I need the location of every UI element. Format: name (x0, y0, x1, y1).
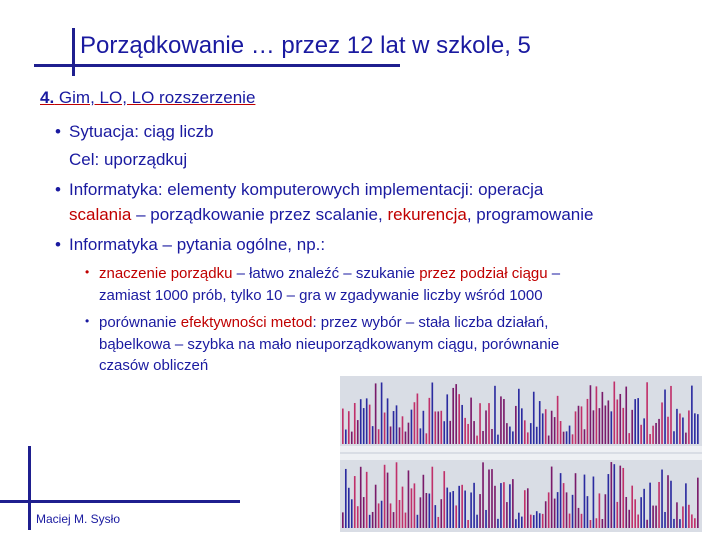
sort-bar (658, 419, 660, 444)
subbullet-efficiency-cont2: czasów obliczeń (99, 357, 209, 374)
sort-bar (384, 465, 386, 528)
sort-bar (691, 514, 693, 528)
sort-bar (423, 411, 425, 444)
sort-bar (354, 403, 356, 444)
sort-bar (527, 432, 529, 444)
sort-bar (605, 494, 607, 528)
bullet-informatics-elements-cont (69, 205, 593, 225)
highlight-efficiency: efektywności metod (180, 314, 313, 331)
sort-bar (432, 467, 434, 528)
sort-bar (694, 413, 696, 444)
bullet-informatics-questions (55, 235, 325, 255)
sort-bar (393, 512, 395, 528)
bullet-keyword: Sytuacja (69, 122, 135, 141)
sort-bar (372, 512, 374, 528)
sort-bar (521, 517, 523, 528)
sort-bar (414, 402, 416, 444)
sort-bar (342, 409, 344, 444)
bullet-situation (55, 122, 214, 142)
sort-bar (581, 406, 583, 444)
sort-bar (664, 390, 666, 444)
sort-bar (590, 385, 592, 444)
sort-bar (461, 485, 463, 528)
sort-bar (494, 386, 496, 444)
sort-bar (655, 423, 657, 444)
sort-bar (485, 510, 487, 528)
sort-bar (581, 514, 583, 528)
sort-bar (518, 513, 520, 528)
sort-bar (512, 431, 514, 444)
sort-bar (578, 508, 580, 528)
sort-bar (458, 486, 460, 528)
sort-bar (584, 475, 586, 528)
sort-bar (673, 519, 675, 528)
sort-bar (470, 398, 472, 444)
subtitle-number: 4. (40, 88, 55, 107)
bullet-text: : elementy komputerowych implementacji: operacja (157, 180, 544, 199)
bullet-text: Informatyka – pytania ogólne, np.: (69, 235, 326, 254)
sort-bar (646, 382, 648, 444)
highlight-divide: przez podział ciągu (419, 265, 548, 282)
sort-bar (342, 512, 344, 528)
sort-bar (500, 396, 502, 444)
sort-bar (649, 434, 651, 444)
sort-bar (524, 490, 526, 528)
sort-bar (661, 470, 663, 528)
sort-bar (643, 418, 645, 444)
subbullet-efficiency (85, 314, 548, 331)
bullet-keyword: Cel (69, 150, 95, 169)
sort-bar (596, 386, 598, 444)
sort-bar (390, 426, 392, 444)
sort-bar (402, 487, 404, 528)
subtitle-text: Gim, LO, LO rozszerzenie (54, 88, 256, 107)
sort-bar (628, 433, 630, 444)
sort-bar (569, 514, 571, 528)
sort-bar (560, 473, 562, 528)
sort-bar (420, 428, 422, 444)
sort-bar (432, 383, 434, 444)
sort-bar (536, 427, 538, 444)
sort-bar (575, 473, 577, 528)
sort-bar (640, 497, 642, 528)
bullet-informatics-elements (55, 180, 543, 200)
sort-bar (616, 399, 618, 444)
sort-bar (429, 398, 431, 444)
sort-bar (628, 510, 630, 528)
sort-bar (545, 501, 547, 528)
sort-bar (369, 515, 371, 528)
sort-bar (363, 408, 365, 444)
sort-bar (437, 411, 439, 444)
sort-bar (503, 399, 505, 444)
footer-vertical-line (28, 446, 31, 530)
bullet-keyword: Informatyka (69, 180, 158, 199)
sort-bar (488, 470, 490, 529)
panel-separator (340, 454, 702, 460)
sort-bar (408, 423, 410, 444)
sort-bar (506, 502, 508, 528)
sort-bar (467, 520, 469, 528)
sort-bar (551, 467, 553, 528)
sort-bar (405, 432, 407, 444)
highlight-order-meaning: znaczenie porządku (99, 265, 233, 282)
sort-bar (542, 514, 544, 528)
sort-bar (536, 511, 538, 528)
sort-bar (611, 462, 613, 528)
sort-bar (482, 462, 484, 528)
sort-bar (655, 506, 657, 528)
sort-bar (360, 399, 362, 444)
sort-bar (384, 413, 386, 444)
author-footer: Maciej M. Sysło (36, 512, 121, 526)
sort-bar (393, 411, 395, 444)
sort-bar (608, 474, 610, 528)
sort-bar (685, 483, 687, 528)
sort-bar (509, 427, 511, 444)
sort-bar (545, 409, 547, 444)
sort-bar (649, 483, 651, 528)
sort-bar (497, 519, 499, 528)
sort-bar (622, 408, 624, 444)
sort-bar (563, 483, 565, 528)
sort-bar (485, 410, 487, 444)
sort-bar (476, 515, 478, 528)
sort-bar (593, 477, 595, 528)
sort-bar (452, 491, 454, 528)
highlight-merging: scalania (69, 205, 132, 224)
sort-bar (512, 479, 514, 528)
sort-bar (464, 418, 466, 444)
sort-bar (387, 398, 389, 444)
sort-bar (533, 515, 535, 528)
sort-bar (351, 499, 353, 528)
subbullet-efficiency-cont: bąbelkowa – szybka na mało nieuporządkowanym ciągu, porównanie (99, 336, 560, 353)
sort-bar (551, 411, 553, 444)
subbullet-order-meaning (85, 265, 560, 282)
sort-bar (434, 411, 436, 444)
sort-bar (390, 503, 392, 528)
sort-bar (378, 429, 380, 444)
sort-bar (611, 411, 613, 444)
sort-bar (587, 399, 589, 444)
sort-bar (631, 410, 633, 444)
sort-bar (637, 398, 639, 444)
sort-bar (348, 488, 350, 528)
title-vertical-line (72, 28, 75, 76)
footer-horizontal-line (0, 500, 240, 503)
sort-bar (411, 488, 413, 528)
sort-bar (500, 483, 502, 528)
sort-bar (596, 518, 598, 528)
sort-bar (479, 494, 481, 528)
sort-bar (405, 513, 407, 528)
sort-bar (509, 484, 511, 528)
sort-bar (479, 403, 481, 444)
sort-bar (602, 519, 604, 528)
sort-bar (605, 405, 607, 444)
sort-bar (679, 519, 681, 528)
sort-bar (488, 403, 490, 444)
sort-bar (697, 478, 699, 528)
sort-bar (443, 471, 445, 528)
sort-bar (560, 421, 562, 444)
sort-bar (417, 515, 419, 528)
sort-bar (676, 502, 678, 528)
sort-bar (613, 464, 615, 528)
sorting-bars-svg (340, 376, 702, 532)
bullet-dot: • (55, 235, 61, 254)
sort-bar (408, 470, 410, 528)
sort-bar (360, 467, 362, 528)
sort-bar (602, 392, 604, 444)
sort-bar (366, 472, 368, 528)
sort-bar (440, 499, 442, 528)
sort-bar (357, 506, 359, 528)
sort-bar (381, 382, 383, 444)
sort-bar (670, 481, 672, 528)
sort-bar (381, 501, 383, 528)
sort-bar (539, 401, 541, 444)
sort-bar (673, 431, 675, 444)
sort-bar (470, 492, 472, 528)
sort-bar (491, 429, 493, 444)
sort-bar (446, 394, 448, 444)
sort-bar (503, 482, 505, 528)
sort-bar (345, 430, 347, 444)
sort-bar (455, 384, 457, 444)
sort-bar (652, 506, 654, 528)
sort-bar (688, 410, 690, 444)
sort-bar (664, 512, 666, 528)
sort-bar (670, 386, 672, 444)
sort-bar (682, 417, 684, 444)
sort-bar (449, 492, 451, 528)
sort-bar (554, 417, 556, 444)
sort-bar (414, 483, 416, 528)
sort-bar (593, 410, 595, 444)
sort-bar (440, 411, 442, 444)
sort-bar (396, 462, 398, 528)
sort-bar (473, 483, 475, 528)
sort-bar (694, 518, 696, 528)
sort-bar (688, 505, 690, 528)
sort-bar (402, 416, 404, 444)
sort-bar (348, 411, 350, 444)
sort-bar (369, 405, 371, 444)
sort-bar (643, 489, 645, 528)
sort-bar (411, 410, 413, 444)
bullet-goal (69, 150, 187, 170)
sort-bar (578, 406, 580, 444)
sort-bar (375, 485, 377, 528)
sort-bar (622, 468, 624, 528)
sort-bar (563, 432, 565, 444)
sort-bar (557, 492, 559, 528)
sort-bar (566, 492, 568, 528)
sort-bar (515, 519, 517, 528)
sort-bar (387, 473, 389, 528)
sort-bar (530, 423, 532, 444)
sort-bar (515, 406, 517, 444)
panel-separator (340, 446, 702, 452)
sort-bar (399, 427, 401, 444)
sort-bar (366, 398, 368, 444)
sort-bar (363, 497, 365, 528)
sort-bar (429, 494, 431, 528)
sort-bar (634, 499, 636, 528)
bullet-dot: • (55, 122, 61, 141)
sort-bar (426, 493, 428, 528)
sort-bar (557, 396, 559, 444)
sort-bar (625, 387, 627, 444)
sort-bar (608, 400, 610, 444)
sort-bar (575, 411, 577, 444)
sort-bar (530, 515, 532, 528)
bullet-text: – porządkowanie przez scalanie, (131, 205, 388, 224)
sort-bar (420, 497, 422, 528)
bullet-dot: • (85, 314, 90, 328)
sort-bar (375, 383, 377, 444)
bullet-text: – łatwo znaleźć – szukanie (232, 265, 420, 282)
sort-bar (455, 505, 457, 528)
sort-bar (434, 505, 436, 528)
sort-bar (497, 435, 499, 444)
sort-bar (599, 408, 601, 444)
sort-bar (461, 405, 463, 444)
sort-bar (566, 431, 568, 444)
sort-bar (619, 466, 621, 528)
sort-bar (482, 431, 484, 444)
sort-bar (640, 425, 642, 444)
subbullet-order-meaning-cont: zamiast 1000 prób, tylko 10 – gra w zgadywanie liczby wśród 1000 (99, 287, 543, 304)
sort-bar (661, 402, 663, 444)
sort-bar (423, 475, 425, 528)
bullet-dot: • (55, 180, 61, 199)
sort-bar (619, 394, 621, 444)
sort-bar (682, 506, 684, 528)
sort-bar (542, 413, 544, 444)
sort-bar (658, 482, 660, 528)
sort-bar (554, 499, 556, 528)
sort-bar (548, 492, 550, 528)
sorting-visualization (340, 376, 702, 532)
sort-bar (637, 515, 639, 528)
sort-bar (667, 475, 669, 528)
sort-bar (437, 517, 439, 528)
sort-bar (590, 520, 592, 528)
sort-bar (476, 436, 478, 444)
bullet-text: : ciąg liczb (134, 122, 214, 141)
sort-bar (521, 408, 523, 444)
bullet-text: – (547, 265, 561, 282)
sort-bar (533, 392, 535, 444)
sort-bar (685, 433, 687, 444)
sort-bar (613, 382, 615, 444)
sort-bar (467, 424, 469, 444)
sort-bar (399, 500, 401, 528)
slide-subtitle (40, 88, 255, 108)
sort-bar (548, 436, 550, 444)
highlight-recursion: rekurencja (387, 205, 467, 224)
sort-bar (464, 491, 466, 528)
sort-bar (378, 503, 380, 528)
sort-bar (539, 513, 541, 528)
bullet-dot: • (85, 265, 90, 279)
sort-bar (584, 429, 586, 444)
sort-bar (572, 434, 574, 444)
sort-bar (426, 433, 428, 444)
sort-bar (599, 493, 601, 528)
sort-bar (587, 496, 589, 528)
sort-bar (443, 421, 445, 444)
sort-bar (452, 388, 454, 444)
sort-bar (667, 417, 669, 444)
sort-bar (631, 486, 633, 528)
sort-bar (372, 426, 374, 444)
sort-bar (345, 469, 347, 528)
sort-bar (473, 421, 475, 444)
sort-bar (357, 420, 359, 444)
sort-bar (679, 413, 681, 444)
sort-bar (652, 426, 654, 444)
sort-bar (458, 394, 460, 444)
sort-bar (527, 488, 529, 528)
sort-bar (625, 497, 627, 528)
bullet-text: porównanie (99, 314, 181, 331)
sort-bar (417, 394, 419, 445)
bullet-text: : uporządkuj (94, 150, 188, 169)
sort-bar (506, 423, 508, 444)
sort-bar (396, 405, 398, 444)
bullet-text: , programowanie (466, 205, 594, 224)
sort-bar (697, 414, 699, 444)
slide-title: Porządkowanie … przez 12 lat w szkole, 5 (80, 32, 531, 59)
sort-bar (572, 495, 574, 528)
sort-bar (691, 386, 693, 444)
sort-bar (491, 469, 493, 528)
sort-bar (446, 488, 448, 528)
sort-bar (518, 389, 520, 444)
sort-bar (634, 399, 636, 444)
sort-bar (569, 426, 571, 444)
sort-bar (676, 409, 678, 444)
sort-bar (351, 432, 353, 444)
sort-bar (449, 421, 451, 444)
sort-bar (354, 476, 356, 528)
sort-bar (616, 502, 618, 528)
sort-bar (494, 486, 496, 528)
sort-bar (646, 520, 648, 528)
title-underline (34, 64, 400, 67)
bullet-text: : przez wybór – stała liczba działań, (312, 314, 549, 331)
sort-bar (524, 420, 526, 444)
